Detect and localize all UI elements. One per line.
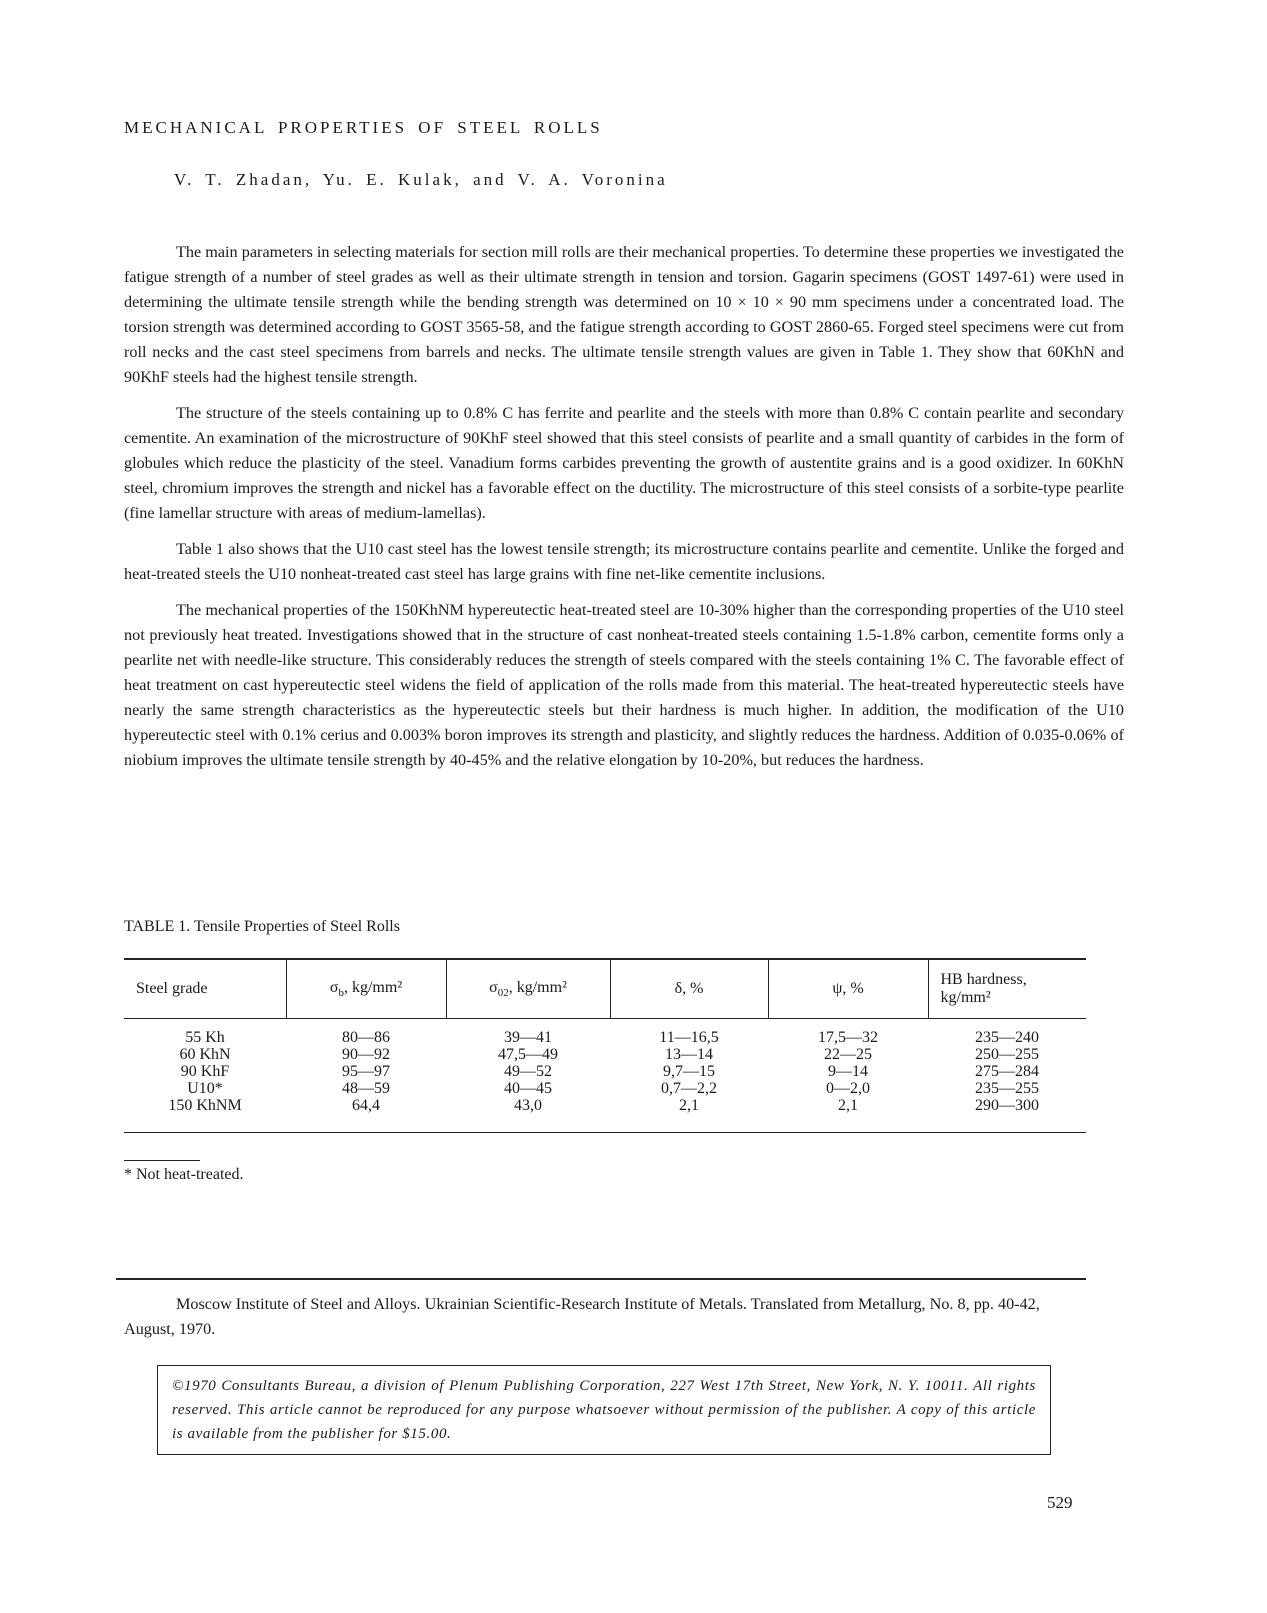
table-caption: TABLE 1. Tensile Properties of Steel Rolls bbox=[124, 918, 400, 935]
paragraph: The structure of the steels containing up to 0.8% C has ferrite and pearlite and the steels with more than 0.8% C contain pearlite and secondary cementite. An examination of the microstructure of 90KhF steel showed that this steel consists of pearlite and a small quantity of carbides in the form of globules which reduce the plasticity of the steel. Vanadium forms carbides preventing the growth of austentite grains and is a good oxidizer. In 60KhN steel, chromium improves the strength and nickel has a favorable effect on the ductility. The microstructure of this steel consists of a sorbite-type pearlite (fine lamellar structure with areas of medium-lamellas). bbox=[124, 404, 1124, 522]
table-header-row bbox=[124, 959, 1086, 1019]
article-title: MECHANICAL PROPERTIES OF STEEL ROLLS bbox=[124, 118, 603, 137]
header-steel-grade bbox=[124, 959, 286, 1019]
header-symbol: σ bbox=[329, 978, 339, 996]
tensile-properties-table bbox=[124, 958, 1086, 1133]
article-authors: V. T. Zhadan, Yu. E. Kulak, and V. A. Voronina bbox=[174, 170, 668, 189]
header-label: δ, % bbox=[674, 980, 704, 997]
table-row bbox=[124, 1019, 1086, 1133]
header-unit: kg/mm² bbox=[940, 989, 991, 1006]
header-label: Steel grade bbox=[136, 980, 208, 997]
header-delta bbox=[610, 959, 768, 1019]
cell-delta: 11—16,5 13—14 9,7—15 0,7—2,2 2,1 bbox=[659, 1029, 719, 1114]
header-hb-hardness bbox=[928, 959, 1086, 1019]
header-unit: , kg/mm² bbox=[508, 978, 567, 996]
header-unit: , kg/mm² bbox=[343, 978, 403, 996]
cell-grade: 55 Kh 60 KhN 90 KhF U10* 150 KhNM bbox=[168, 1029, 242, 1114]
affiliation-note: Moscow Institute of Steel and Alloys. Ukrainian Scientific-Research Institute of Metals. Translated from Metallurg, No. 8, pp. 40-42, August, 1970. bbox=[124, 1295, 1040, 1338]
paragraph: The mechanical properties of the 150KhNM hypereutectic heat-treated steel are 10-30% higher than the corresponding properties of the U10 steel not previously heat treated. Investigations showed that in the structure of cast nonheat-treated steels containing 1.5-1.8% carbon, cementite forms only a pearlite net with needle-like structure. This considerably reduces the strength of steels compared with the steels containing 1% C. The favorable effect of heat treatment on cast hypereutectic steel widens the field of application of the rolls made from this material. The heat-treated hypereutectic steels have nearly the same strength characteristics as the hypereutectic steels but their hardness is much higher. In addition, the modification of the U10 hypereutectic steel with 0.1% cerius and 0.003% boron improves its strength and plasticity, and slightly reduces the hardness. Addition of 0.035-0.06% of niobium improves the ultimate tensile strength by 40-45% and the relative elongation by 10-20%, but reduces the hardness. bbox=[124, 601, 1124, 769]
page-number: 529 bbox=[1047, 1493, 1073, 1512]
article-body bbox=[124, 240, 1124, 784]
header-psi bbox=[768, 959, 928, 1019]
cell-hb: 235—240 250—255 275—284 235—255 290—300 bbox=[975, 1029, 1039, 1114]
copyright-box: ©1970 Consultants Bureau, a division of Plenum Publishing Corporation, 227 West 17th Street, New York, N. Y. 10011. All rights reserved. This article cannot be reproduced for any purpose whatsoever without permission of the publisher. A copy of this article is available from the publisher for $15.00. bbox=[157, 1365, 1051, 1455]
header-subscript: b bbox=[338, 987, 344, 1000]
header-label: ψ, % bbox=[832, 980, 864, 997]
header-symbol: σ bbox=[489, 978, 498, 996]
cell-psi: 17,5—32 22—25 9—14 0—2,0 2,1 bbox=[818, 1029, 878, 1114]
cell-sigma-b: 80—86 90—92 95—97 48—59 64,4 bbox=[342, 1029, 390, 1114]
paragraph: The main parameters in selecting materials for section mill rolls are their mechanical properties. To determine these properties we investigated the fatigue strength of a number of steel grades as well as their ultimate strength in tension and torsion. Gagarin specimens (GOST 1497-61) were used in determining the ultimate tensile strength while the bending strength was determined on 10 × 10 × 90 mm specimens under a concentrated load. The torsion strength was determined according to GOST 3565-58, and the fatigue strength according to GOST 2860-65. Forged steel specimens were cut from roll necks and the cast steel specimens from barrels and necks. The ultimate tensile strength values are given in Table 1. They show that 60KhN and 90KhF steels had the highest tensile strength. bbox=[124, 243, 1124, 386]
header-subscript: 02 bbox=[497, 987, 509, 1000]
header-sigma-02 bbox=[446, 959, 610, 1019]
header-label: HB hardness, bbox=[940, 971, 1027, 988]
paragraph: Table 1 also shows that the U10 cast steel has the lowest tensile strength; its microstructure contains pearlite and cementite. Unlike the forged and heat-treated steels the U10 nonheat-treated cast steel has large grains with fine net-like cementite inclusions. bbox=[124, 540, 1124, 583]
cell-sigma-02: 39—41 47,5—49 49—52 40—45 43,0 bbox=[498, 1029, 558, 1114]
footnote-rule bbox=[124, 1160, 200, 1161]
table-footnote: * Not heat-treated. bbox=[124, 1166, 244, 1183]
affiliation-rule bbox=[116, 1278, 1086, 1280]
header-sigma-b bbox=[286, 959, 446, 1019]
